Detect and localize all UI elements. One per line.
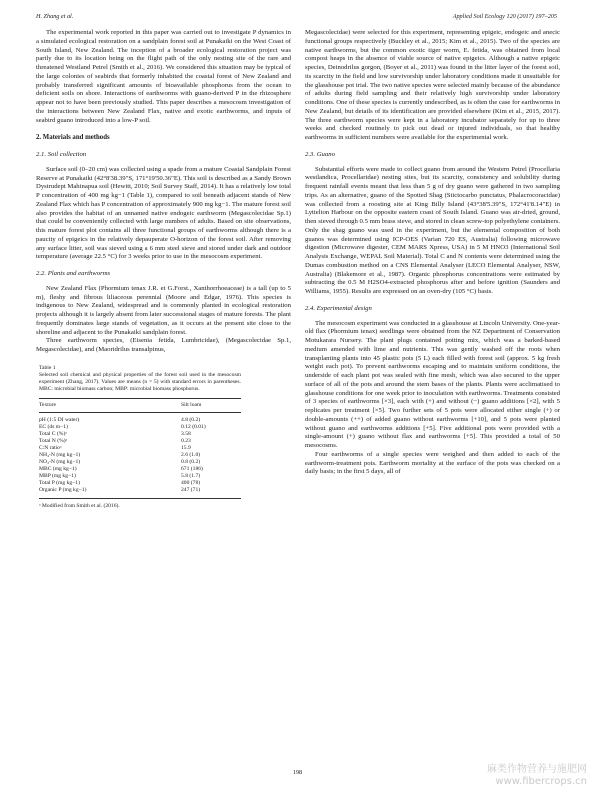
table-cell-value: 4.8 (0.2) bbox=[181, 416, 201, 423]
table-row bbox=[39, 445, 241, 452]
table-header-row bbox=[39, 399, 241, 412]
site-watermark bbox=[487, 764, 587, 788]
table-cell-label: Organic P (mg kg−1) bbox=[39, 486, 87, 493]
subsection-heading-guano: 2.3. Guano bbox=[305, 150, 335, 158]
table-cell-label: C:N ratioᵃ bbox=[39, 444, 62, 451]
final-paragraph: Four earthworms of a single species were weighed and then added to each of the earthworm-treatment pots. Earthworm mortality at the surface of the pots was checked on a daily basis; in the first 5 days, all of bbox=[305, 450, 560, 476]
section-heading-materials-methods: 2. Materials and methods bbox=[36, 134, 110, 142]
table-cell-value: 2.6 (1.0) bbox=[181, 451, 201, 458]
table-row bbox=[39, 487, 241, 494]
watermark-line-2: www.fibercrops.cn bbox=[495, 776, 587, 787]
table-caption: Selected soil chemical and physical properties of the forest soil used in the mesocosm experiment (Zhang, 2017). Values are means (n = 5) with standard errors in parentheses. MBC: microbial biomass carbon; MBP: microbial biomass phosphorus. bbox=[39, 371, 241, 392]
table-footnote: ᵃ Modified from Smith et al. (2016). bbox=[39, 502, 120, 509]
table-row bbox=[39, 431, 241, 438]
table-cell-value: 247 (71) bbox=[181, 486, 201, 493]
table-cell-value: 400 (78) bbox=[181, 479, 201, 486]
table-cell-label: Total C (%)ᵃ bbox=[39, 430, 67, 437]
earthworm-paragraph: Three earthworm species, (Eisenia fetida, Lumbricidae), (Megascolecidae Sp.1, Megascolecidae), and (Maoridrilus transalpinus, bbox=[36, 337, 291, 353]
table-cell-label: NH₄-N (mg kg−1) bbox=[39, 451, 81, 458]
watermark-line-1: 麻类作物营养与施肥网 bbox=[487, 764, 587, 775]
table-row bbox=[39, 466, 241, 473]
table-cell-value: 3.58 bbox=[181, 430, 191, 437]
left-column bbox=[36, 29, 291, 510]
subsection-heading-soil-collection: 2.1. Soil collection bbox=[36, 151, 87, 158]
subsection-heading-plants-earthworms: 2.2. Plants and earthworms bbox=[36, 270, 111, 277]
table-header-texture: Texture bbox=[39, 401, 57, 408]
table-cell-value: 671 (186) bbox=[181, 465, 203, 472]
table-header-value: Silt loam bbox=[181, 401, 202, 408]
subsection-heading-experimental-design: 2.4. Experimental design bbox=[305, 304, 372, 312]
table-cell-value: 0.12 (0.01) bbox=[181, 423, 206, 430]
table-row bbox=[39, 459, 241, 466]
table-cell-label: Total P (mg kg−1) bbox=[39, 479, 80, 486]
journal-author-header: H. Zhang et al. bbox=[36, 13, 74, 20]
soil-properties-table bbox=[39, 365, 241, 510]
table-cell-value: 15.9 bbox=[181, 444, 191, 451]
earthworm-continued-paragraph: Megascolecidae) were selected for this experiment, representing epigeic, endogeic and anecic functional groups respectively (Buckley et al., 2015; Kim et al., 2015). Two of the species are native earthworms, but the common exotic tiger worm, E. fetida, was obtained from local compost heaps in the absence of viable source of native epigeics. Although a native epigeic species, Deinodrilus gorgon, (Boyer et al., 2011) was found in the litter layer of the forest soil, its scarcity in the field and low survivorship under laboratory conditions made it unsuitable for the glasshouse pot trial. The two native species were selected mainly because of the abundance of adults during field sampling and their relatively high survivorship under laboratory conditions. One of these species is currently undescribed, as is often the case for earthworms in New Zealand, but details of its identification are provided elsewhere (Kim et al., 2015, 2017). The three earthworm species were kept in a laboratory incubator separately for up to three weeks and checked routinely to pick out dead or injured individuals, so that healthy earthworms in sufficient numbers were available for the experimental work. bbox=[305, 29, 560, 141]
table-cell-label: Total N (%)ᵃ bbox=[39, 437, 68, 444]
design-paragraph: The mesocosm experiment was conducted in a glasshouse at Lincoln University. One-year-old flax (Phormium tenax) seedlings were obtained from the NZ Department of Conservation Motukarara Nursery. The plant plugs contained potting mix, which was a barked-based medium amended with lime and nutrients. This was gently washed off the roots when transplanting plants into 45 plastic pots (5 L) each filled with forest soil (approx. 5 kg fresh weight each pot). To prevent earthworms escaping and to maintain uniform conditions, the underside of each plant pot was sealed with fine mesh, which was also secured to the upper surface of all of the pots and around the stem bases of the plants. Plants were acclimatised to glasshouse conditions for one week prior to inoculation with earthworms. Treatments consisted of 3 species of earthworms [×3], each with (+) and without (−) guano additions [×2], with 5 replicates per treatment [×5]. Two further sets of 5 pots were allocated either single (+) or double-amounts (++) of added guano without earthworms [+10], and 5 pots were planted without guano and earthworms additions [+5]. Five additional pots were provided with a single-amount (+) guano without flax and earthworms [+5]. This provided a total of 50 mesocosms. bbox=[305, 319, 560, 449]
table-cell-label: NO₃-N (mg kg−1) bbox=[39, 458, 81, 465]
table-cell-value: 5.8 (1.7) bbox=[181, 472, 201, 479]
table-cell-label: MBC (mg kg−1) bbox=[39, 465, 77, 472]
table-cell-label: pH (1:5 DI water) bbox=[39, 416, 80, 423]
table-body bbox=[39, 413, 241, 498]
table-cell-label: MBP (mg kg−1) bbox=[39, 472, 76, 479]
table-cell-label: EC (ds m−1) bbox=[39, 423, 68, 430]
table-cell-value: 0.8 (0.2) bbox=[181, 458, 201, 465]
right-column bbox=[305, 29, 560, 477]
intro-paragraph: The experimental work reported in this paper was carried out to investigate P dynamics in a simulated ecological restoration on a sandplain forest soil at Punakaiki on the West Coast of South Island, New Zealand. The inception of a broader ecological restoration project was partly due to its location being on the flight path of the only nesting site of the rare and threatened Westland Petrel (Smith et al., 2016). We considered this situation may be typical of the large colonies of seabirds that formerly inhabited the coastal forest of New Zealand and probably transferred significant amounts of bioavailable phosphorus from the ocean to deficient soils on shore. Interactions of earthworms with guano-derived P in the rhizosphere appear not to have been previously studied. This paper describes a mesocosm investigation of the interactions between New Zealand Flax, native and exotic earthworms, and inputs of seabird guano introduced into a low-P soil. bbox=[36, 29, 291, 124]
table-row bbox=[39, 480, 241, 487]
table-title: Table 1 bbox=[39, 364, 56, 371]
plants-paragraph: New Zealand Flax (Phormium tenax J.R. et G.Forst., Xanthorrhoeaceae) is a tall (up to 5 m), fleshy and fibrous liliaceous perennial (Moore and Edgar, 1976). This species is indigenous to New Zealand, widespread and is commonly planted in ecological restoration projects although it is largely absent from later successional stages of mature forests. The plant frequently dominates large stands of vegetation, as it occurs at the present site close to the shoreline and adjacent to the Punakaiki sandplain forest. bbox=[36, 284, 291, 336]
table-row bbox=[39, 438, 241, 445]
table-row bbox=[39, 424, 241, 431]
page-number: 198 bbox=[292, 769, 303, 776]
guano-paragraph: Substantial efforts were made to collect guano from around the Western Petrel (Procellaria westlandica, Procellaridae) nesting sites, but its scarcity, consistency and solubility during frequent rainfall events meant that less than 5 g of dry guano were gathered in two sampling trips. As an alternative, guano of the Spotted Shag (Stictocarbo punctatus, Phalacrocoracidae) was collected from a roosting site at King Billy Island (43°38'5.39"S, 172°41'8.14"E) in Lyttelton Harbour on the opposite eastern coast of South Island. Guano was air-dried, ground, then sieved through 0.5 mm brass sieve, and stored in clean screw-top polyethylene containers. Only the shag guano was used in the experiment, but the elemental composition of both guanos was determined using ICP-OES (Varian 720 ES, Australia) following microwave digestion (Microwave digester, CEM MARS Xpress, USA) in 5 M HNO3 (International Soil Analysis Exchange, WEPAL Soil Material). Total C and N contents were determined using the Dumas combustion method on a CNS Elemental Analyser (LECO Elemental Analyser, NSW, Australia) (Blakemore et al., 1987). Organic phosphorus concentrations were estimated by subtracting the 0.5 M H2SO4-extracted phosphorus after and before ignition (Saunders and Williams, 1955). Results are expressed on an oven-dry (105 °C) basis. bbox=[305, 165, 560, 295]
soil-collection-paragraph: Surface soil (0–20 cm) was collected using a spade from a mature Coastal Sandplain Forest Reserve at Punakaiki (42°8'38.39"S, 171°19'50.36"E). This soil is described as a Sandy Brown Dystrudept Mahinapua soil (Hewitt, 2010; Soil Survey Staff, 2014). It has a relatively low total P concentration of 400 mg kg−1 (Table 1), compared to soil beneath adjacent stands of New Zealand Flax which has P concentration of approximately 900 mg kg−1. The mature forest soil also provides the habitat of an unnamed native endogeic earthworm (Megascolecidae Sp.1) that could be conveniently collected with large numbers of adults. Based on site observations, this mature forest plot contains all three functional groups of earthworms although there is a paucity of epigeics in the relatively depauperate O-horizon of the forest soil. After removing any surface litter, soil was sieved using a 6 mm steel sieve and stored under dark and outdoor temperature (average 22.5 °C) for 3 weeks prior to use in the mesocosm experiment. bbox=[36, 165, 291, 261]
table-cell-value: 0.23 bbox=[181, 437, 191, 444]
table-row bbox=[39, 452, 241, 459]
table-row bbox=[39, 417, 241, 424]
table-row bbox=[39, 473, 241, 480]
journal-citation-header: Applied Soil Ecology 120 (2017) 197–205 bbox=[452, 13, 557, 20]
